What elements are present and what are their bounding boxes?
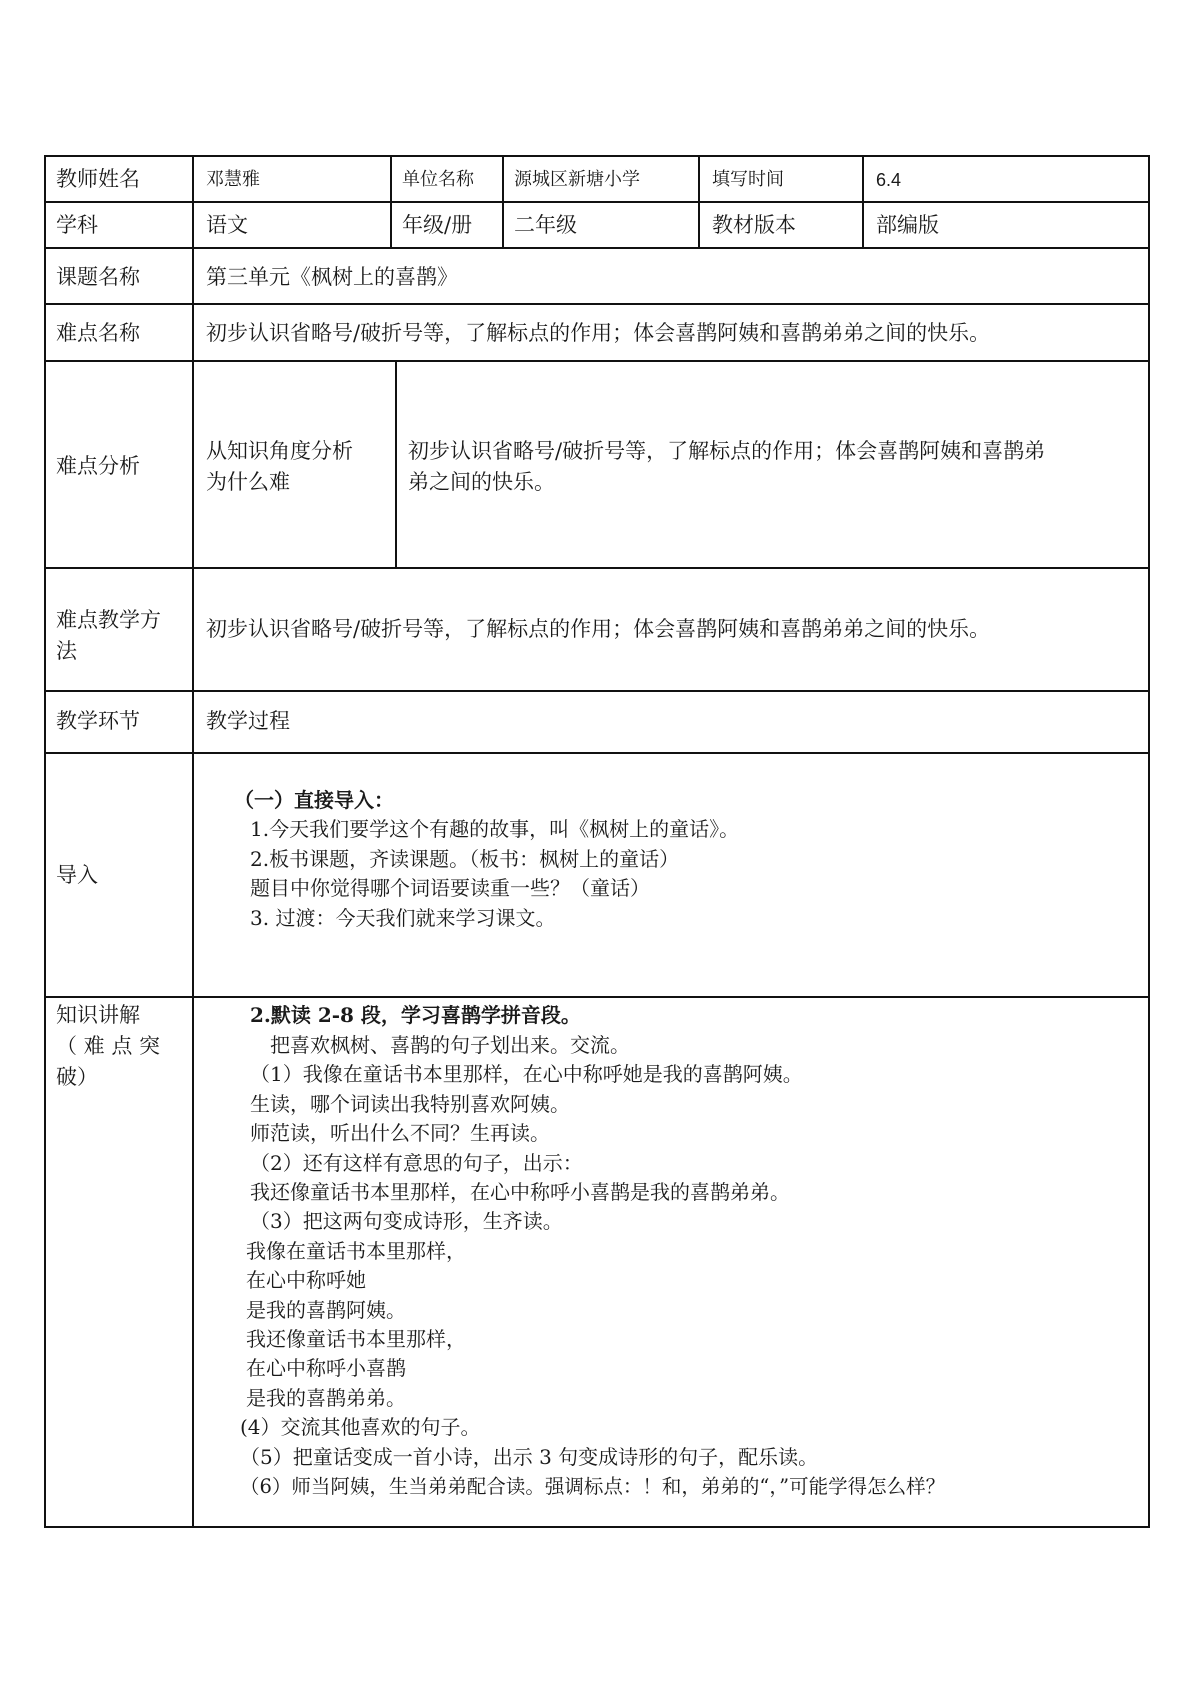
label-column-divider [192, 155, 194, 1528]
analysis-value-line1: 初步认识省略号/破折号等，了解标点的作用；体会喜鹊阿姨和喜鹊弟 [408, 439, 1046, 463]
column-divider [502, 201, 504, 249]
knowledge-label-line2: （ 难 点 突 [56, 1034, 161, 1058]
knowledge-line: 是我的喜鹊阿姨。 [246, 1298, 406, 1322]
grade-value: 二年级 [514, 213, 577, 237]
knowledge-line: （3）把这两句变成诗形，生齐读。 [250, 1209, 563, 1233]
column-divider [698, 155, 700, 203]
knowledge-label-line1: 知识讲解 [56, 1003, 140, 1027]
table-left-border [44, 155, 46, 1528]
row-divider [44, 567, 1150, 569]
analysis-label: 难点分析 [56, 454, 140, 478]
column-divider [862, 155, 864, 203]
knowledge-heading: 2.默读 2-8 段，学习喜鹊学拼音段。 [250, 1003, 581, 1027]
intro-line: 1.今天我们要学这个有趣的故事，叫《枫树上的童话》。 [250, 817, 740, 841]
knowledge-line: 是我的喜鹊弟弟。 [246, 1386, 406, 1410]
knowledge-line: 我还像童话书本里那样， [246, 1327, 466, 1351]
analysis-sub-label-line2: 为什么难 [206, 470, 290, 494]
knowledge-line: 生读，哪个词读出我特别喜欢阿姨。 [250, 1092, 570, 1116]
knowledge-line: (4）交流其他喜欢的句子。 [240, 1415, 481, 1439]
column-divider [390, 201, 392, 249]
process-step-header: 教学环节 [56, 709, 140, 733]
intro-label: 导入 [56, 863, 98, 887]
column-divider [698, 201, 700, 249]
analysis-sub-label-line1: 从知识角度分析 [206, 439, 353, 463]
knowledge-label-line3: 破） [56, 1065, 98, 1089]
knowledge-line: （5）把童话变成一首小诗，出示 3 句变成诗形的句子，配乐读。 [240, 1445, 819, 1469]
method-label-line2: 法 [56, 639, 77, 663]
knowledge-line: 在心中称呼她 [246, 1268, 366, 1292]
knowledge-line: 师范读，听出什么不同？生再读。 [250, 1121, 550, 1145]
knowledge-line: 我还像童话书本里那样，在心中称呼小喜鹊是我的喜鹊弟弟。 [250, 1180, 790, 1204]
table-right-border [1148, 155, 1150, 1528]
teacher-name-value: 邓慧雅 [206, 169, 260, 190]
topic-label: 课题名称 [56, 265, 140, 289]
unit-name-value: 源城区新塘小学 [514, 169, 640, 190]
subject-value: 语文 [206, 213, 248, 237]
row-divider [44, 201, 1150, 203]
intro-line: 题目中你觉得哪个词语要读重一些？（童话） [250, 876, 650, 900]
intro-line: 3. 过渡：今天我们就来学习课文。 [250, 906, 556, 930]
row-divider [44, 360, 1150, 362]
edition-value: 部编版 [876, 213, 939, 237]
row-divider [44, 247, 1150, 249]
row-divider [44, 996, 1150, 998]
intro-line: 2.板书课题，齐读课题。（板书：枫树上的童话） [250, 847, 680, 871]
analysis-column-divider [395, 360, 397, 569]
method-value: 初步认识省略号/破折号等，了解标点的作用；体会喜鹊阿姨和喜鹊弟弟之间的快乐。 [206, 617, 991, 641]
fill-date-value: 6.4 [876, 170, 902, 190]
unit-name-label: 单位名称 [402, 169, 474, 190]
table-bottom-border [44, 1526, 1150, 1528]
topic-value: 第三单元《枫树上的喜鹊》 [206, 265, 458, 289]
process-detail-header: 教学过程 [206, 709, 290, 733]
table-top-border [44, 155, 1150, 157]
teacher-name-label: 教师姓名 [56, 167, 140, 191]
method-label-line1: 难点教学方 [56, 608, 161, 632]
analysis-value-line2: 弟之间的快乐。 [408, 470, 555, 494]
intro-heading: （一）直接导入： [234, 788, 394, 812]
knowledge-line: 把喜欢枫树、喜鹊的句子划出来。交流。 [270, 1033, 630, 1057]
knowledge-line: （2）还有这样有意思的句子，出示： [250, 1151, 583, 1175]
knowledge-line: （6）师当阿姨，生当弟弟配合读。强调标点：！和，弟弟的“，”可能学得怎么样？ [240, 1475, 946, 1498]
edition-label: 教材版本 [712, 213, 796, 237]
knowledge-line: 在心中称呼小喜鹊 [246, 1356, 406, 1380]
column-divider [390, 155, 392, 203]
grade-label: 年级/册 [402, 213, 473, 237]
knowledge-line: 我像在童话书本里那样， [246, 1239, 466, 1263]
difficulty-value: 初步认识省略号/破折号等，了解标点的作用；体会喜鹊阿姨和喜鹊弟弟之间的快乐。 [206, 321, 991, 345]
row-divider [44, 690, 1150, 692]
row-divider [44, 752, 1150, 754]
knowledge-line: （1）我像在童话书本里那样，在心中称呼她是我的喜鹊阿姨。 [250, 1062, 803, 1086]
column-divider [502, 155, 504, 203]
fill-date-label: 填写时间 [712, 169, 784, 190]
column-divider [862, 201, 864, 249]
subject-label: 学科 [56, 213, 98, 237]
difficulty-label: 难点名称 [56, 321, 140, 345]
row-divider [44, 303, 1150, 305]
